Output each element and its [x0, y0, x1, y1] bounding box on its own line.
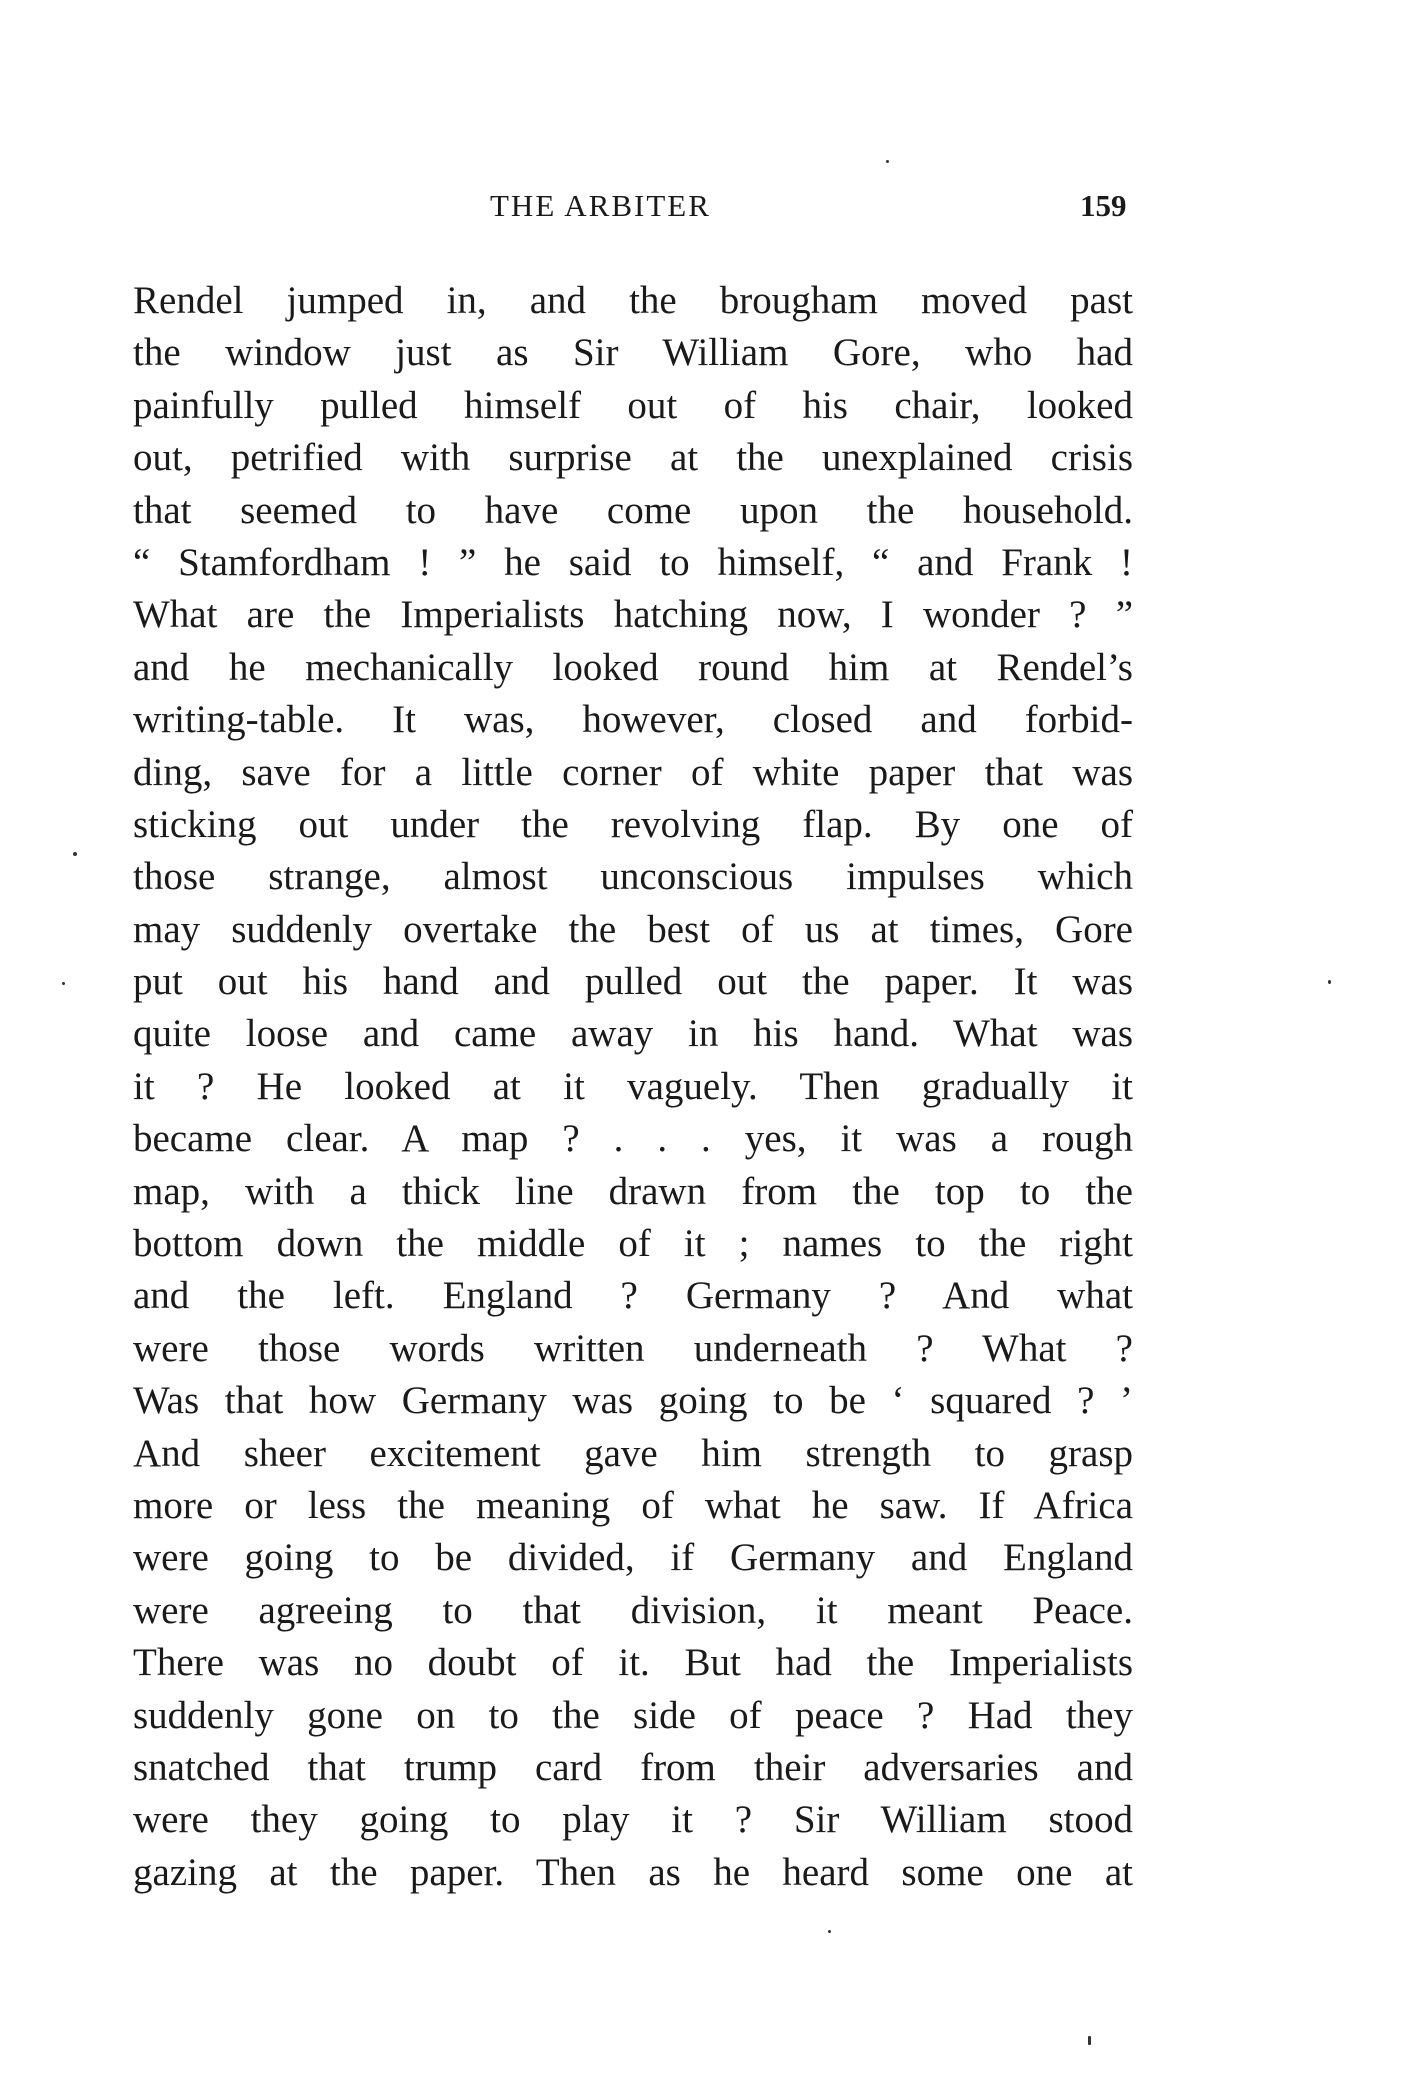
text-line: writing-table. It was, however, closed and forbid-: [133, 698, 1133, 742]
print-speck: [828, 1930, 831, 1933]
text-line: ding, save for a little corner of white paper that was: [133, 750, 1133, 794]
running-title: THE ARBITER: [490, 188, 711, 223]
text-line: and he mechanically looked round him at Rendel’s: [133, 645, 1133, 689]
text-line: those strange, almost unconscious impulses which: [133, 855, 1133, 899]
print-speck: [62, 982, 65, 985]
text-line: There was no doubt of it. But had the Imperialists: [133, 1641, 1133, 1685]
print-speck: [73, 852, 77, 856]
text-line: may suddenly overtake the best of us at times, Gore: [133, 907, 1133, 951]
text-line: were agreeing to that division, it meant Peace.: [133, 1588, 1133, 1632]
text-line: quite loose and came away in his hand. What was: [133, 1012, 1133, 1056]
text-line: snatched that trump card from their adversaries and: [133, 1745, 1133, 1789]
print-speck: [886, 160, 889, 163]
text-line: gazing at the paper. Then as he heard some one at: [133, 1850, 1133, 1894]
text-line: What are the Imperialists hatching now, I wonder ? ”: [133, 593, 1133, 637]
print-speck: [1088, 2036, 1091, 2045]
text-line: more or less the meaning of what he saw. If Africa: [133, 1483, 1133, 1527]
text-line: were going to be divided, if Germany and England: [133, 1536, 1133, 1580]
print-speck: [1328, 980, 1331, 984]
text-line: Rendel jumped in, and the brougham moved past: [133, 279, 1133, 322]
text-line: became clear. A map ? . . . yes, it was a rough: [133, 1117, 1133, 1161]
text-line: suddenly gone on to the side of peace ? Had they: [133, 1693, 1133, 1737]
text-line: “ Stamfordham ! ” he said to himself, “ and Frank !: [133, 540, 1133, 584]
text-line: it ? He looked at it vaguely. Then gradually it: [133, 1064, 1133, 1108]
text-line: the window just as Sir William Gore, who had: [133, 331, 1133, 375]
text-line: Was that how Germany was going to be ‘ squared ? ’: [133, 1379, 1133, 1423]
page-number: 159: [1080, 188, 1127, 223]
text-line: sticking out under the revolving flap. By one of: [133, 802, 1133, 846]
text-line: put out his hand and pulled out the paper. It was: [133, 960, 1133, 1004]
text-line: that seemed to have come upon the household.: [133, 488, 1133, 532]
text-line: out, petrified with surprise at the unexplained crisis: [133, 436, 1133, 480]
text-line: were they going to play it ? Sir William stood: [133, 1798, 1133, 1842]
text-line: and the left. England ? Germany ? And what: [133, 1274, 1133, 1318]
text-line: map, with a thick line drawn from the top to the: [133, 1169, 1133, 1213]
text-line: were those words written underneath ? What ?: [133, 1326, 1133, 1370]
text-line: And sheer excitement gave him strength to grasp: [133, 1431, 1133, 1475]
body-text: [133, 275, 1133, 1899]
text-line: painfully pulled himself out of his chair, looked: [133, 383, 1133, 427]
text-line: bottom down the middle of it ; names to the right: [133, 1222, 1133, 1266]
